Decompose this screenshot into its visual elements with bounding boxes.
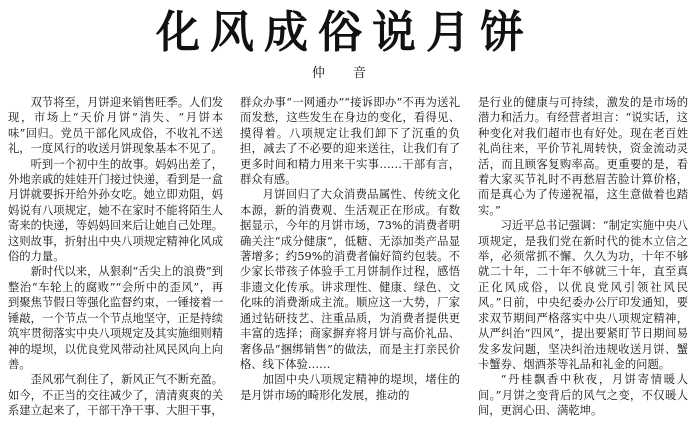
paragraph: 新时代以来，从狠刹“舌尖上的浪费”到整治“车轮上的腐败”“会所中的歪风”，再到聚焦节假日等强化监督约束，一锤接着一锤敲，一个节点一个节点地坚守，正是持续筑牢贯彻落实中央八项规定及其实施细则精神的堤坝，以优良党风带动社风民风向上向善。: [8, 265, 223, 371]
paragraph: 群众办事“一网通办”“接诉即办”不再为送礼而发愁，这些发生在身边的变化，看得见、摸得着。八项规定让我们卸下了沉重的负担，减去了不必要的迎来送往，让我们有了更多时间和精力用来干实事……干部有言，群众有感。: [240, 96, 460, 187]
article-title: 化风成俗说月饼: [156, 7, 534, 58]
article-column-2: [240, 95, 460, 445]
paragraph: 是行业的健康与可持续，激发的是市场的潜力和活力。有经营者坦言：“说实话，这种变化对我们超市也有好处。现在老百姓礼尚往来，平价节礼周转快，资金流动灵活，而且顾客复购率高。更重要的是，看着大家买节礼时不再愁眉苦脸计算价格，而是真心为了传递祝福，这生意做着也踏实。”: [478, 96, 688, 217]
paragraph: 歪风邪气刹住了，新风正气不断充盈。如今，不正当的交往减少了，清清爽爽的关系建立起来了，干部干净干事、大胆干事，: [8, 373, 223, 418]
paragraph: “丹桂飘香中秋夜，月饼寄情暖人间。”月饼之变背后的风气之变，不仅暖人间，更润心田、满乾坤。: [478, 373, 688, 418]
paragraph: 加固中央八项规定精神的堤坝，堵住的是月饼市场的畸形化发展，推动的: [240, 373, 460, 402]
paragraph: 听到一个初中生的故事。妈妈出差了，外地亲戚的娃娃开门接过快递，看到是一盒月饼就要拆开给外孙女吃。她立即劝阻，妈妈说有八项规定，她不在家时不能将陌生人寄来的快递，等妈妈回来后让她自己处理。这则故事，折射出中央八项规定精神化风成俗的力量。: [8, 157, 223, 264]
article-column-1: [8, 95, 223, 445]
article-column-3: [478, 95, 688, 445]
paragraph: 习近平总书记强调：“制定实施中央八项规定，是我们党在新时代的徙木立信之举，必须常抓不懈、久久为功，十年不够就二十年，二十年不够就三十年，直至真正化风成俗，以优良党风引领社风民风。”日前，中央纪委办公厅印发通知，要求双节期间严格落实中央八项规定精神，从严纠治“四风”，提出要紧盯节日期间易发多发问题，坚决纠治违规收送月饼、蟹卡蟹券、烟酒茶等礼品和礼金的问题。: [478, 219, 688, 371]
paragraph: 双节将至，月饼迎来销售旺季。人们发现，市场上“天价月饼”消失、“月饼本味”回归。党员干部化风成俗，不收礼不送礼，一度风行的收送月饼现象基本不见了。: [8, 96, 223, 156]
article-author: 仲 音: [311, 66, 379, 81]
paragraph: 月饼回归了大众消费品属性、传统文化本源，新的消费观、生活观正在形成。有数据显示，今年的月饼市场，73%的消费者明确关注“成分健康”，低糖、无添加类产品显著增多；约59%的消费者偏好简约包装。不少家长带孩子体验手工月饼制作过程，感悟非遗文化传承。讲求理性、健康、绿色、文化味的消费渐成主流。顺应这一大势，厂家通过钻研技艺、注重品质，为消费者提供更丰富的选择；商家摒弃将月饼与高价礼品、奢侈品“捆绑销售”的做法，而是主打亲民价格、线下体验……: [240, 188, 460, 371]
